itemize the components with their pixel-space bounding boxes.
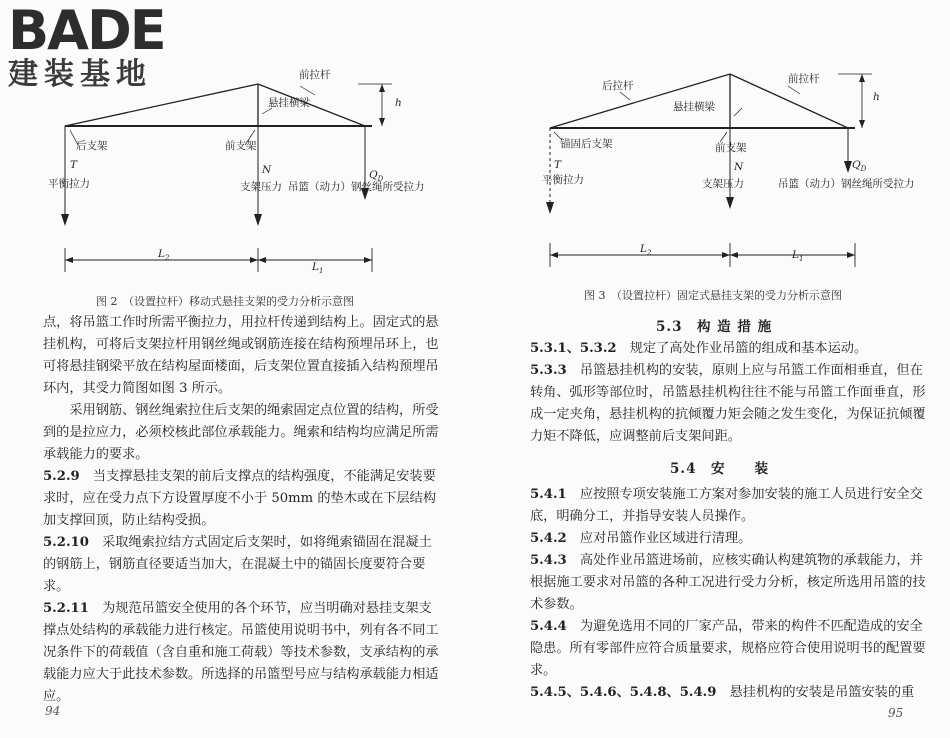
right-page — [470, 0, 950, 738]
page-number-left: 94 — [45, 704, 61, 718]
label-rear-rod: 后拉杆 — [602, 80, 634, 92]
page-number-right: 95 — [888, 706, 904, 720]
arrowhead-t — [61, 214, 69, 226]
label-support-pressure: 支架压力 — [702, 178, 744, 190]
label-l1: $L_1$ — [792, 249, 804, 263]
arrowhead-t — [546, 202, 554, 214]
bade-logo — [8, 0, 193, 94]
label-h: h — [873, 91, 880, 103]
paragraph: 5.4.4 为避免选用不同的厂家产品，带来的构件不匹配造成的安全隐患。所有零部件应符合质量要求，规格应符合使用说明书的配置要求。 — [530, 619, 926, 678]
paragraph: 5.2.11 为规范吊篮安全使用的各个环节，应当明确对悬挂支架支撑点处结构的承载能力进行核定。吊篮使用说明书中，列有各不同工况条件下的荷载值（含自重和施工荷载）等技术参数，支承结构的承载能力应大于此技术参数。所选择的吊篮型号应与结构承载能力相适应。 — [43, 601, 439, 704]
label-balance-force: 平衡拉力 — [542, 174, 584, 186]
logo-subtitle: 建装基地 — [8, 57, 152, 92]
label-l2: $L_2$ — [158, 248, 170, 262]
label-front-rod: 前拉杆 — [788, 73, 820, 85]
paragraph: 5.3.1、5.3.2 规定了高处作业吊篮的组成和基本运动。 — [530, 341, 868, 356]
arrowhead-q — [844, 161, 852, 173]
label-n: N — [734, 161, 744, 173]
label-q: $Q_D$ — [852, 159, 867, 173]
label-beam: 悬挂横梁 — [673, 101, 715, 113]
label-l1: $L_1$ — [312, 261, 324, 275]
label-wire-rope-force: 吊篮（动力）钢丝绳所受拉力 — [778, 178, 915, 190]
label-front-support: 前支架 — [715, 142, 747, 154]
label-l2: $L_2$ — [640, 243, 652, 257]
figure-3-caption: 图 3 （设置拉杆）固定式悬挂支架的受力分析示意图 — [584, 289, 842, 302]
paragraph: 5.4.5、5.4.6、5.4.8、5.4.9 悬挂机构的安装是吊篮安装的重 — [530, 685, 915, 700]
label-t: T — [70, 159, 78, 171]
paragraph: 5.4.1 应按照专项安装施工方案对参加安装的施工人员进行安全交底，明确分工，并指导安装人员操作。 — [530, 487, 923, 524]
label-t: T — [554, 159, 562, 171]
label-support-pressure: 支架压力 — [240, 181, 282, 193]
label-h: h — [395, 97, 402, 109]
figure-2-caption: 图 2 （设置拉杆）移动式悬挂支架的受力分析示意图 — [96, 295, 354, 308]
section-heading-5-4: 5.4 安 装 — [670, 461, 769, 477]
left-page — [0, 0, 470, 738]
label-balance-force: 平衡拉力 — [48, 178, 90, 190]
right-body-text-5-3 — [530, 338, 930, 448]
paragraph: 5.2.9 当支撑悬挂支架的前后支撑点的结构强度，不能满足安装要求时，应在受力点下方设置厚度不小于 50mm 的垫木或在下层结构加支撑回顶，防止结构受损。 — [43, 469, 437, 528]
section-heading-5-3: 5.3 构 造 措 施 — [656, 319, 773, 335]
label-wire-rope-force: 吊篮（动力）钢丝绳所受拉力 — [288, 181, 425, 193]
label-front-rod: 前拉杆 — [299, 69, 331, 81]
paragraph: 5.3.3 吊篮悬挂机构的安装，原则上应与吊篮工作面相垂直，但在转角、弧形等部位时，吊篮悬挂机构往往不能与吊篮工作面垂直，形成一定夹角，悬挂机构的抗倾覆力矩会随之发生变化，为保证抗倾覆力矩不降低，应调整前后支架间距。 — [530, 363, 926, 444]
label-front-support: 前支架 — [225, 140, 257, 152]
paragraph: 点，将吊篮工作时所需平衡拉力，用拉杆传递到结构上。固定式的悬挂机构，可将后支架拉杆用钢丝绳或钢筋连接在结构预埋吊环上，也可将悬挂钢梁平放在结构屋面楼面，后支架位置直接插入结构预埋吊环内，其受力简图如图 3 所示。 — [43, 315, 439, 396]
figure-3-diagram — [470, 0, 950, 300]
label-n: N — [262, 164, 272, 176]
label-beam: 悬挂横梁 — [268, 97, 310, 109]
arrowhead-n — [726, 197, 734, 209]
paragraph: 5.4.2 应对吊篮作业区域进行清理。 — [530, 531, 752, 546]
right-body-text-5-4 — [530, 484, 930, 704]
paragraph: 采用钢筋、钢丝绳索拉住后支架的绳索固定点位置的结构，所受到的是拉应力，必须校核此部位承载能力。绳索和结构均应满足所需承载能力的要求。 — [43, 403, 439, 462]
arrowhead-n — [254, 214, 262, 226]
label-q: $Q_D$ — [369, 169, 384, 183]
paragraph: 5.4.3 高处作业吊篮进场前，应核实确认构建筑物的承载能力，并根据施工要求对吊篮的各种工况进行受力分析，核定所选用吊篮的技术参数。 — [530, 553, 926, 612]
left-body-text — [43, 312, 443, 708]
label-rear-support: 后支架 — [76, 140, 108, 152]
logo-brand: BADE — [8, 0, 165, 62]
paragraph: 5.2.10 采取绳索拉结方式固定后支架时，如将绳索锚固在混凝土的钢筋上，钢筋直径要适当加大，在混凝土中的锚固长度要符合要求。 — [43, 535, 432, 594]
label-anchor-support: 锚固后支架 — [560, 138, 613, 150]
